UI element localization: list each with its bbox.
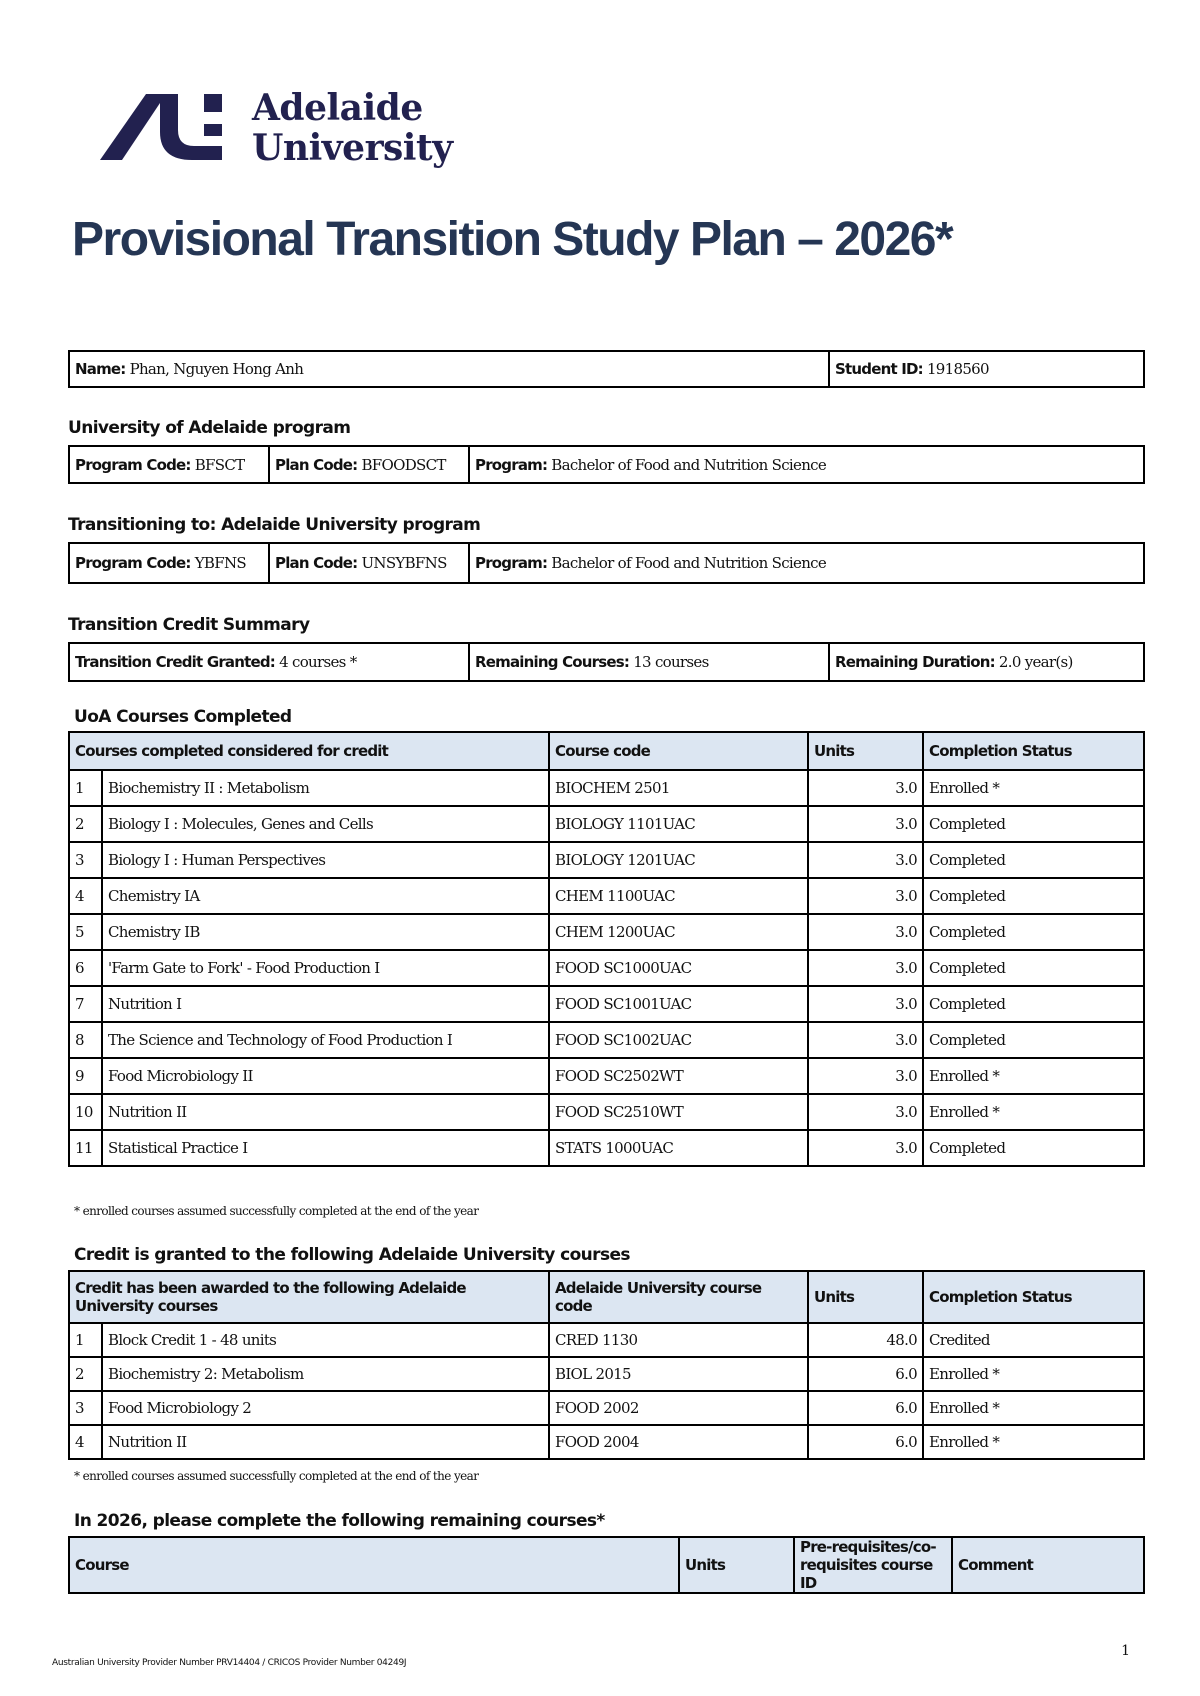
course-code: CHEM 1200UAC — [549, 914, 808, 950]
credit-granted-value: 4 courses * — [279, 653, 357, 671]
units: 3.0 — [808, 950, 923, 986]
course-title: Block Credit 1 - 48 units — [102, 1323, 549, 1357]
row-number: 7 — [69, 986, 102, 1022]
course-code: FOOD SC1002UAC — [549, 1022, 808, 1058]
remaining-courses-table — [68, 1536, 1145, 1594]
table-row — [69, 1391, 1144, 1425]
units: 48.0 — [808, 1323, 923, 1357]
table-row — [69, 914, 1144, 950]
remaining-header-comment: Comment — [952, 1537, 1144, 1593]
remaining-courses-label: Remaining Courses: — [475, 653, 630, 671]
program-name: Bachelor of Food and Nutrition Science — [551, 455, 827, 474]
row-number: 8 — [69, 1022, 102, 1058]
course-title: Nutrition I — [102, 986, 549, 1022]
completion-status: Enrolled * — [923, 1425, 1144, 1459]
row-number: 1 — [69, 1323, 102, 1357]
logo-wordmark — [252, 88, 453, 168]
course-code: BIOLOGY 1201UAC — [549, 842, 808, 878]
plan-code-label: Plan Code: — [275, 554, 358, 572]
row-number: 1 — [69, 770, 102, 806]
program-name: Bachelor of Food and Nutrition Science — [551, 554, 827, 572]
completion-status: Completed — [923, 950, 1144, 986]
course-title: Chemistry IA — [102, 878, 549, 914]
table-row — [69, 1425, 1144, 1459]
row-number: 11 — [69, 1130, 102, 1166]
page-number: 1 — [1121, 1643, 1130, 1659]
uoa-program-code-cell — [69, 446, 269, 483]
course-code: CRED 1130 — [549, 1323, 808, 1357]
completed-courses-table — [68, 731, 1145, 1167]
credit-summary-table — [68, 642, 1145, 682]
completed-courses-heading: UoA Courses Completed — [74, 707, 292, 727]
course-title: Biology I : Molecules, Genes and Cells — [102, 806, 549, 842]
remaining-header-prereq: Pre-requisites/co-requisites course ID — [794, 1537, 952, 1593]
course-code: BIOL 2015 — [549, 1357, 808, 1391]
completed-header-course: Courses completed considered for credit — [69, 732, 549, 770]
remaining-header-units: Units — [679, 1537, 794, 1593]
units: 6.0 — [808, 1391, 923, 1425]
student-table — [68, 350, 1145, 388]
program-code-label: Program Code: — [75, 455, 191, 474]
units: 3.0 — [808, 1022, 923, 1058]
student-id-cell — [829, 351, 1144, 387]
student-id: 1918560 — [926, 360, 989, 378]
remaining-header-course: Course — [69, 1537, 679, 1593]
remaining-duration-value: 2.0 year(s) — [998, 653, 1073, 671]
units: 6.0 — [808, 1357, 923, 1391]
course-code: FOOD SC1000UAC — [549, 950, 808, 986]
row-number: 4 — [69, 878, 102, 914]
units: 3.0 — [808, 770, 923, 806]
au-program-heading: Transitioning to: Adelaide University program — [68, 515, 481, 535]
completion-status: Completed — [923, 914, 1144, 950]
units: 3.0 — [808, 1130, 923, 1166]
table-row — [69, 770, 1144, 806]
plan-code: BFOODSCT — [361, 455, 446, 474]
units: 3.0 — [808, 1094, 923, 1130]
completion-status: Completed — [923, 1022, 1144, 1058]
units: 6.0 — [808, 1425, 923, 1459]
adelaide-university-logo — [100, 88, 470, 178]
uoa-plan-code-cell — [269, 446, 469, 483]
course-title: The Science and Technology of Food Production I — [102, 1022, 549, 1058]
student-id-label: Student ID: — [835, 360, 923, 378]
student-name-cell — [69, 351, 829, 387]
row-number: 3 — [69, 1391, 102, 1425]
logo-mark-icon — [100, 94, 240, 164]
course-code: FOOD SC2510WT — [549, 1094, 808, 1130]
table-row — [69, 1130, 1144, 1166]
completion-status: Enrolled * — [923, 1058, 1144, 1094]
row-number: 4 — [69, 1425, 102, 1459]
name-label: Name: — [75, 360, 126, 378]
remaining-courses-cell — [469, 643, 829, 681]
credit-granted-label: Transition Credit Granted: — [75, 653, 276, 671]
remaining-courses-value: 13 courses — [633, 653, 709, 671]
row-number: 2 — [69, 1357, 102, 1391]
completed-header-status: Completion Status — [923, 732, 1144, 770]
course-code: FOOD SC2502WT — [549, 1058, 808, 1094]
course-code: CHEM 1100UAC — [549, 878, 808, 914]
course-code: FOOD SC1001UAC — [549, 986, 808, 1022]
completed-header-units: Units — [808, 732, 923, 770]
uoa-program-table — [68, 445, 1145, 484]
granted-header-status: Completion Status — [923, 1271, 1144, 1323]
student-name: Phan, Nguyen Hong Anh — [129, 360, 304, 378]
program-code: BFSCT — [194, 455, 245, 474]
completion-status: Enrolled * — [923, 1094, 1144, 1130]
granted-header-course: Credit has been awarded to the following Adelaide University courses — [69, 1271, 549, 1323]
course-title: Statistical Practice I — [102, 1130, 549, 1166]
course-title: Food Microbiology 2 — [102, 1391, 549, 1425]
au-program-name-cell — [469, 543, 1144, 583]
table-row — [69, 878, 1144, 914]
completed-footnote: * enrolled courses assumed successfully completed at the end of the year — [74, 1204, 479, 1218]
provider-number-footer: Australian University Provider Number PRV14404 / CRICOS Provider Number 04249J — [52, 1658, 407, 1668]
row-number: 10 — [69, 1094, 102, 1130]
completion-status: Completed — [923, 986, 1144, 1022]
row-number: 5 — [69, 914, 102, 950]
course-title: Biochemistry 2: Metabolism — [102, 1357, 549, 1391]
completion-status: Completed — [923, 878, 1144, 914]
course-title: Food Microbiology II — [102, 1058, 549, 1094]
course-code: FOOD 2002 — [549, 1391, 808, 1425]
units: 3.0 — [808, 1058, 923, 1094]
table-row — [69, 1323, 1144, 1357]
completion-status: Credited — [923, 1323, 1144, 1357]
row-number: 3 — [69, 842, 102, 878]
course-title: 'Farm Gate to Fork' - Food Production I — [102, 950, 549, 986]
course-title: Biology I : Human Perspectives — [102, 842, 549, 878]
course-title: Nutrition II — [102, 1094, 549, 1130]
au-plan-code-cell — [269, 543, 469, 583]
program-code: YBFNS — [194, 554, 246, 572]
credit-granted-cell — [69, 643, 469, 681]
table-row — [69, 950, 1144, 986]
course-title: Nutrition II — [102, 1425, 549, 1459]
course-code: BIOCHEM 2501 — [549, 770, 808, 806]
table-row — [69, 986, 1144, 1022]
granted-header-units: Units — [808, 1271, 923, 1323]
completion-status: Enrolled * — [923, 1391, 1144, 1425]
completion-status: Completed — [923, 842, 1144, 878]
logo-line-2: University — [252, 127, 453, 169]
completion-status: Completed — [923, 806, 1144, 842]
completed-header-code: Course code — [549, 732, 808, 770]
logo-line-1: Adelaide — [252, 87, 423, 129]
units: 3.0 — [808, 914, 923, 950]
units: 3.0 — [808, 806, 923, 842]
program-code-label: Program Code: — [75, 554, 191, 572]
units: 3.0 — [808, 878, 923, 914]
credit-summary-heading: Transition Credit Summary — [68, 615, 310, 635]
course-title: Biochemistry II : Metabolism — [102, 770, 549, 806]
au-program-code-cell — [69, 543, 269, 583]
uoa-program-heading: University of Adelaide program — [68, 418, 351, 438]
granted-courses-table — [68, 1270, 1145, 1460]
row-number: 9 — [69, 1058, 102, 1094]
course-code: STATS 1000UAC — [549, 1130, 808, 1166]
table-row — [69, 806, 1144, 842]
course-code: BIOLOGY 1101UAC — [549, 806, 808, 842]
units: 3.0 — [808, 986, 923, 1022]
program-label: Program: — [475, 455, 548, 474]
au-program-table — [68, 542, 1145, 584]
granted-header-code: Adelaide University course code — [549, 1271, 808, 1323]
program-label: Program: — [475, 554, 548, 572]
page-title: Provisional Transition Study Plan – 2026* — [72, 213, 953, 266]
table-row — [69, 1058, 1144, 1094]
row-number: 6 — [69, 950, 102, 986]
table-row — [69, 842, 1144, 878]
plan-code: UNSYBFNS — [361, 554, 447, 572]
row-number: 2 — [69, 806, 102, 842]
completion-status: Enrolled * — [923, 770, 1144, 806]
remaining-duration-label: Remaining Duration: — [835, 653, 995, 671]
completion-status: Enrolled * — [923, 1357, 1144, 1391]
table-row — [69, 1022, 1144, 1058]
remaining-duration-cell — [829, 643, 1144, 681]
remaining-courses-heading: In 2026, please complete the following remaining courses* — [74, 1511, 605, 1531]
granted-courses-heading: Credit is granted to the following Adelaide University courses — [74, 1245, 630, 1265]
uoa-program-name-cell — [469, 446, 1144, 483]
plan-code-label: Plan Code: — [275, 455, 358, 474]
completion-status: Completed — [923, 1130, 1144, 1166]
course-title: Chemistry IB — [102, 914, 549, 950]
granted-footnote: * enrolled courses assumed successfully completed at the end of the year — [74, 1469, 479, 1483]
table-row — [69, 1357, 1144, 1391]
table-row — [69, 1094, 1144, 1130]
course-code: FOOD 2004 — [549, 1425, 808, 1459]
units: 3.0 — [808, 842, 923, 878]
